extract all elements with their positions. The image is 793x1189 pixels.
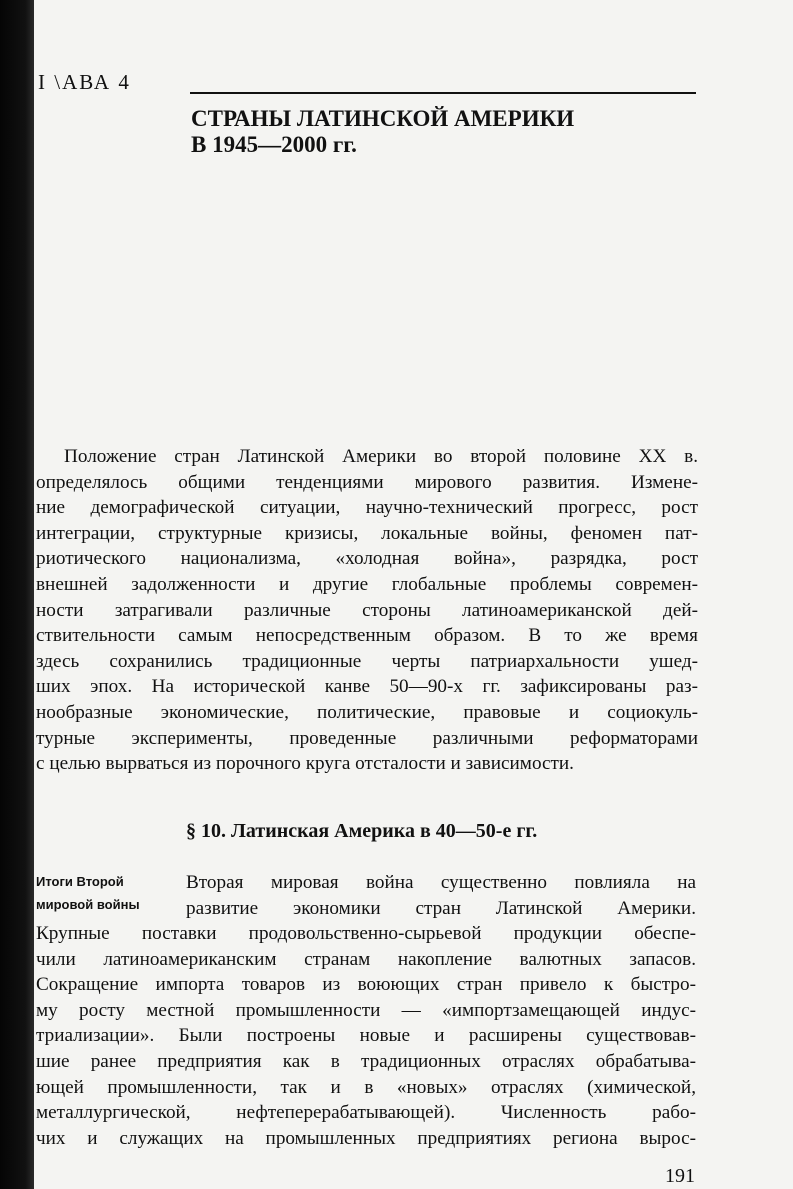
- paragraph-line: му росту местной промышленности — «импортзамещающей индус-: [36, 999, 696, 1021]
- sidenote-line: мировой войны: [36, 897, 140, 912]
- paragraph-line: ствительности самым непосредственным образом. В то же время: [36, 625, 698, 647]
- chapter-title: [191, 106, 691, 158]
- paragraph-line: Вторая мировая война существенно повлияла на: [186, 872, 696, 893]
- paragraph-line: Крупные поставки продовольственно-сырьевой продукции обеспе-: [36, 923, 696, 944]
- chapter-label: I \АВА 4: [38, 70, 131, 94]
- paragraph-line: интеграции, структурные кризисы, локальные войны, феномен пат-: [36, 522, 698, 544]
- page-binding-shadow: [0, 0, 34, 1189]
- paragraph-line: Сокращение импорта товаров из воюющих стран привело к быстро-: [36, 974, 696, 996]
- paragraph-line: ности затрагивали различные стороны латиноамериканской дей-: [36, 599, 698, 621]
- paragraph-line: ших эпох. На исторической канве 50—90-х гг. зафиксированы раз-: [36, 676, 698, 698]
- section-paragraph-start: [186, 870, 696, 921]
- paragraph-line: чили латиноамериканским странам накопление валютных запасов.: [36, 948, 696, 970]
- paragraph-line: металлургической, нефтеперерабатывающей). Численность рабо-: [36, 1102, 696, 1124]
- page-number: 191: [665, 1165, 695, 1187]
- paragraph-line: ние демографической ситуации, научно-технический прогресс, рост: [36, 497, 698, 519]
- paragraph-line: Положение стран Латинской Америки во второй половине XX в.: [64, 446, 698, 467]
- paragraph-line: триализации». Были построены новые и расширены существовав-: [36, 1025, 696, 1047]
- intro-paragraph: [36, 444, 698, 777]
- section-heading: § 10. Латинская Америка в 40—50-е гг.: [186, 820, 538, 842]
- chapter-title-line: В 1945—2000 гг.: [191, 132, 357, 157]
- margin-sidenote: [36, 870, 166, 916]
- paragraph-line: ющей промышленности, так и в «новых» отраслях (химической,: [36, 1076, 696, 1098]
- paragraph-line: внешней задолженности и другие глобальные проблемы современ-: [36, 573, 698, 595]
- chapter-title-line: СТРАНЫ ЛАТИНСКОЙ АМЕРИКИ: [191, 106, 575, 131]
- paragraph-line: шие ранее предприятия как в традиционных отраслях обрабатыва-: [36, 1050, 696, 1072]
- sidenote-line: Итоги Второй: [36, 874, 124, 889]
- paragraph-line: здесь сохранились традиционные черты патриархальности ушед-: [36, 650, 698, 672]
- section-paragraph-continued: [36, 921, 696, 1151]
- paragraph-line: турные эксперименты, проведенные различными реформаторами: [36, 727, 698, 749]
- paragraph-line: определялось общими тенденциями мирового развития. Измене-: [36, 471, 698, 493]
- paragraph-line: риотического национализма, «холодная война», разрядка, рост: [36, 548, 698, 570]
- paragraph-line: нообразные экономические, политические, правовые и социокуль-: [36, 701, 698, 723]
- paragraph-line: чих и служащих на промышленных предприятиях региона вырос-: [36, 1127, 696, 1149]
- paragraph-line: развитие экономики стран Латинской Америки.: [186, 897, 696, 919]
- paragraph-line: с целью вырваться из порочного круга отсталости и зависимости.: [36, 753, 574, 775]
- chapter-rule: [190, 92, 696, 94]
